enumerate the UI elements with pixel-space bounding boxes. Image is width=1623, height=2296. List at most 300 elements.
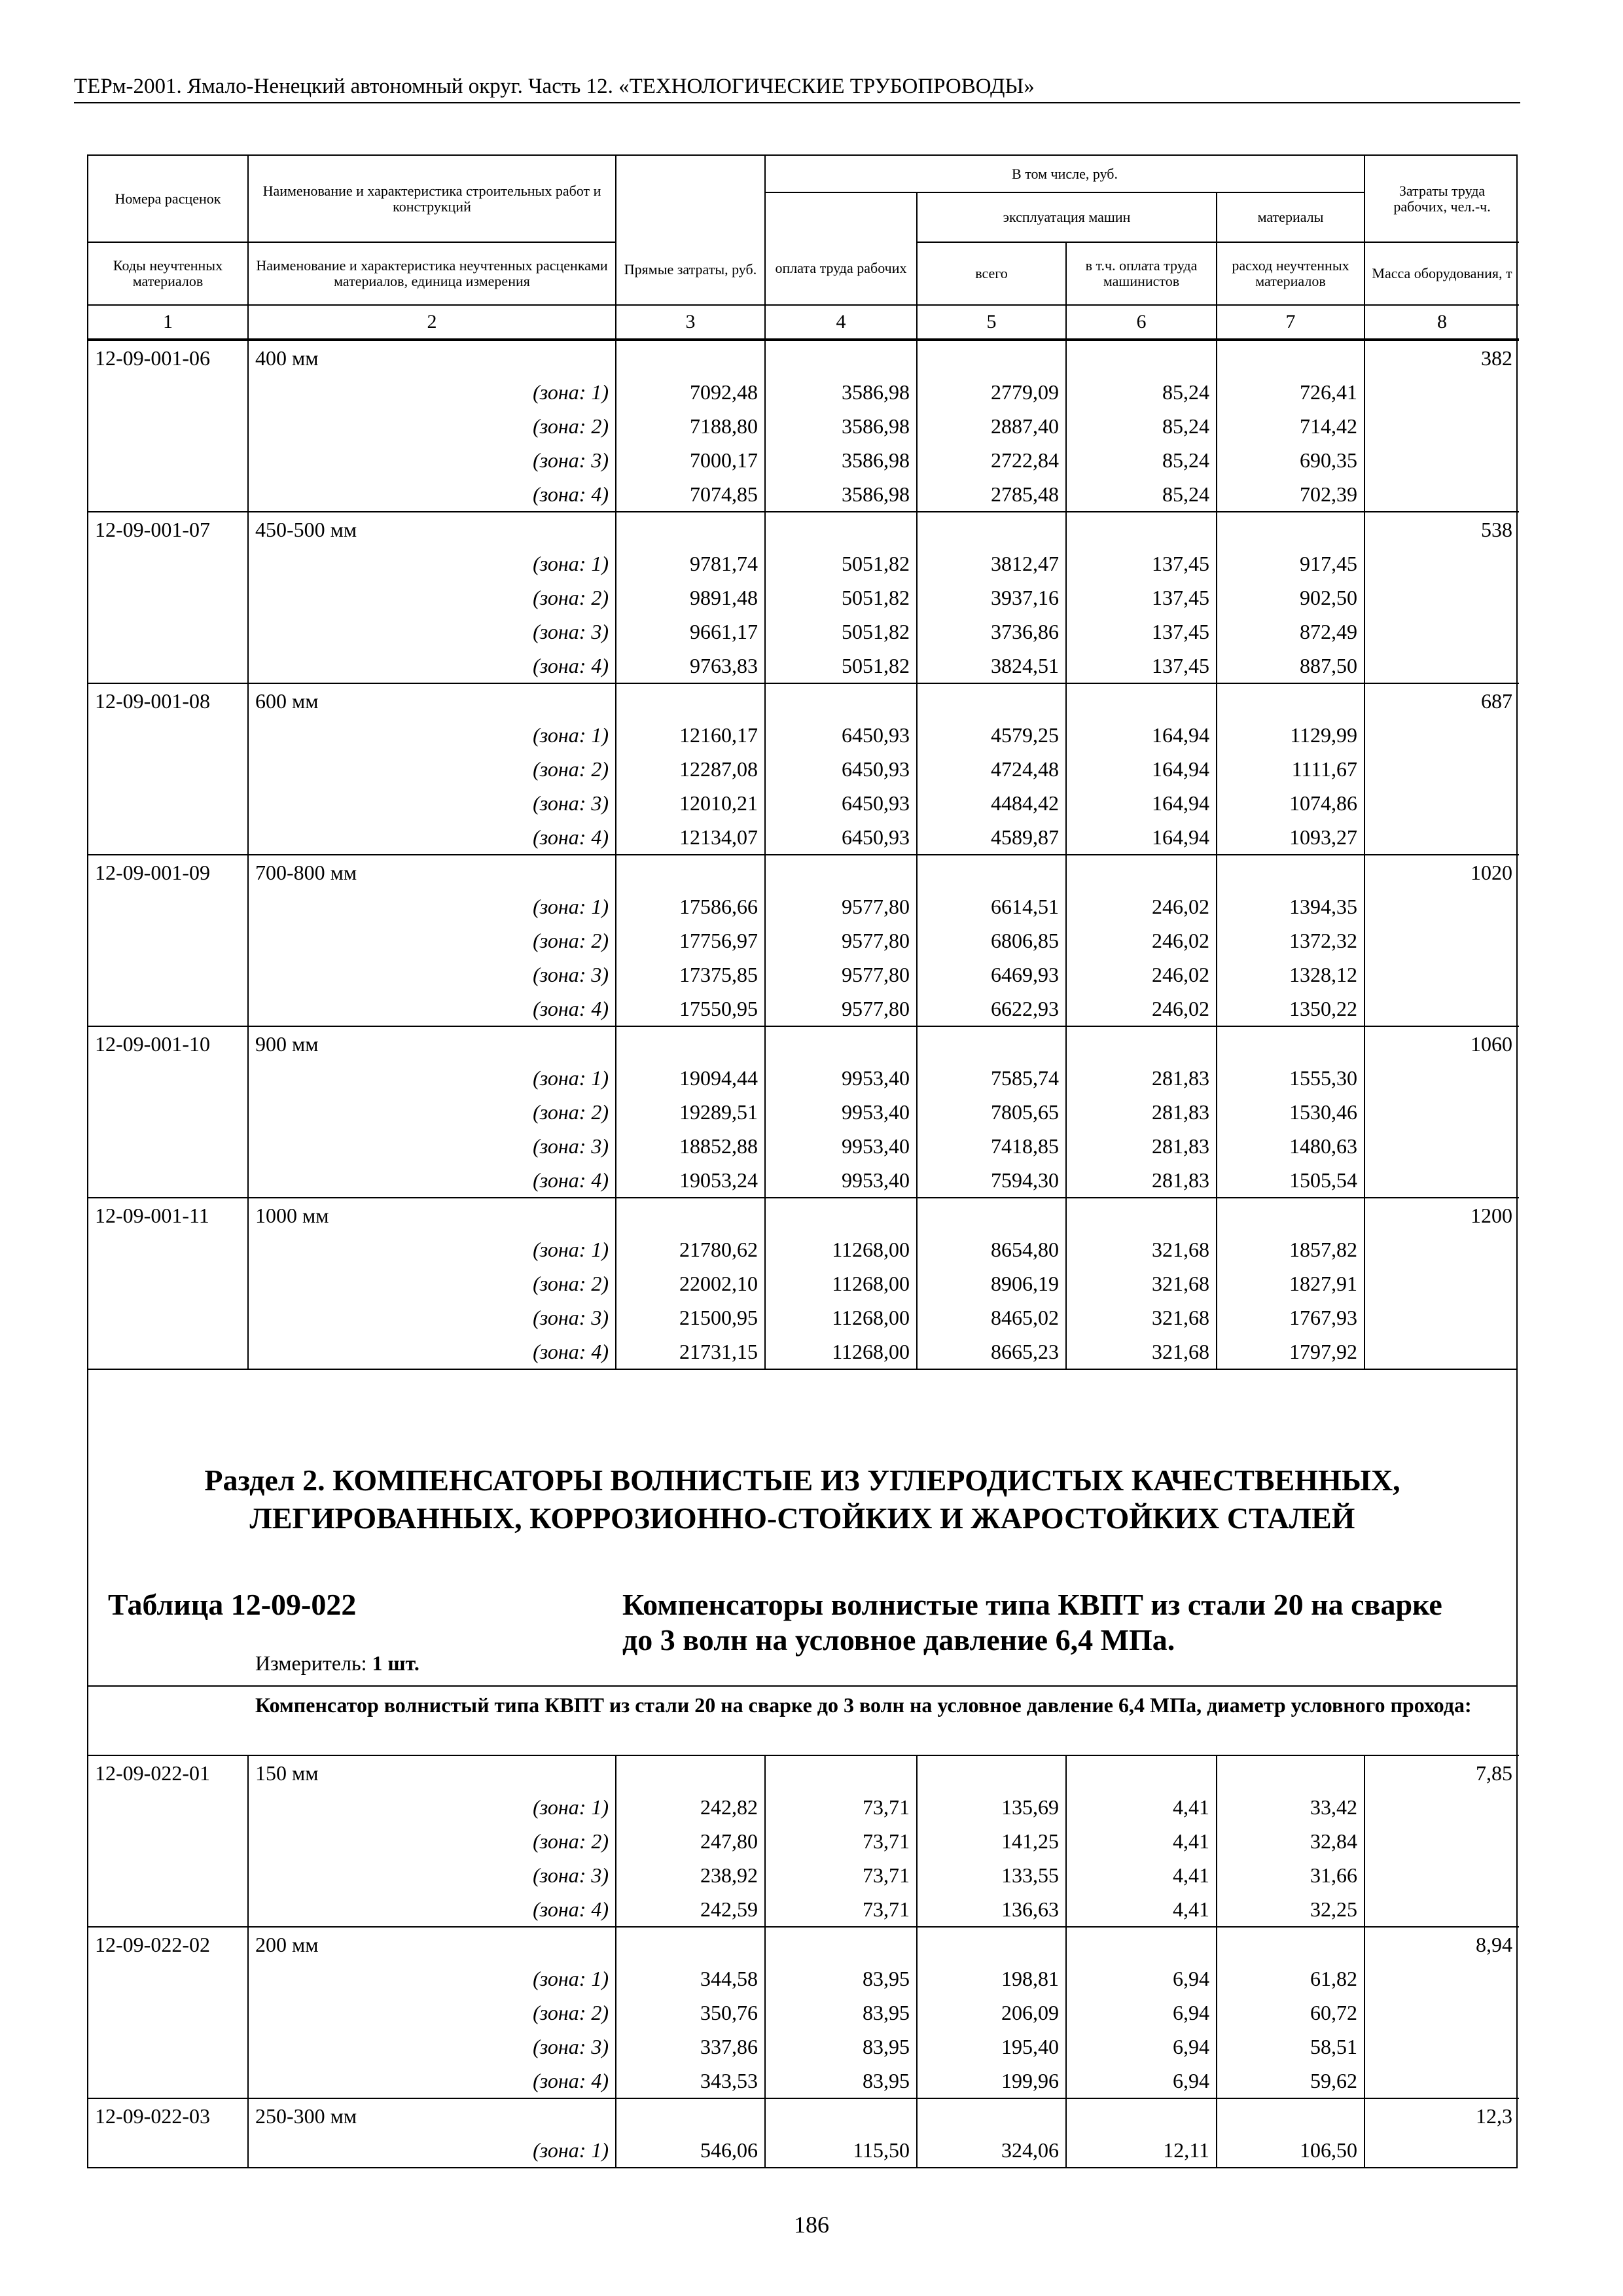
empty-cell — [1364, 752, 1519, 786]
zone-label: (зона: 2) — [248, 1996, 616, 2030]
direct-cost: 18852,88 — [616, 1129, 765, 1163]
empty-cell — [88, 1996, 248, 2030]
empty-cell — [1364, 409, 1519, 443]
labor-cost: 5051,82 — [765, 649, 917, 683]
operators-cost: 281,83 — [1066, 1129, 1217, 1163]
labor-cost: 9577,80 — [765, 924, 917, 958]
empty-cell — [616, 855, 765, 889]
empty-cell — [765, 340, 917, 375]
machines-cost: 6806,85 — [917, 924, 1066, 958]
materials-cost: 58,51 — [1217, 2030, 1364, 2064]
direct-cost: 242,59 — [616, 1892, 765, 1927]
direct-cost: 7092,48 — [616, 375, 765, 409]
zone-row — [88, 718, 1519, 752]
operators-cost: 85,24 — [1066, 443, 1217, 477]
empty-cell — [1364, 1996, 1519, 2030]
empty-cell — [917, 1198, 1066, 1232]
direct-cost: 21780,62 — [616, 1232, 765, 1266]
materials-cost: 1857,82 — [1217, 1232, 1364, 1266]
rate-code: 12-09-022-03 — [88, 2098, 248, 2133]
header-machines-total-label: всего — [975, 265, 1008, 281]
labor-cost: 9577,80 — [765, 958, 917, 992]
zone-row — [88, 992, 1519, 1026]
header-cell-machines-total — [917, 242, 1066, 305]
empty-cell — [1066, 1755, 1217, 1790]
direct-cost: 12160,17 — [616, 718, 765, 752]
empty-cell — [1066, 855, 1217, 889]
empty-cell — [88, 924, 248, 958]
materials-cost: 1394,35 — [1217, 889, 1364, 924]
labor-hours: 7,85 — [1364, 1755, 1519, 1790]
machines-cost: 3736,86 — [917, 615, 1066, 649]
labor-cost: 9953,40 — [765, 1061, 917, 1095]
rate-code: 12-09-022-02 — [88, 1927, 248, 1962]
zone-row — [88, 1858, 1519, 1892]
empty-cell — [1217, 1927, 1364, 1962]
section-title — [88, 1462, 1516, 1537]
zone-label: (зона: 4) — [248, 1892, 616, 1927]
labor-cost: 6450,93 — [765, 752, 917, 786]
operators-cost: 4,41 — [1066, 1892, 1217, 1927]
empty-cell — [1364, 443, 1519, 477]
operators-cost: 4,41 — [1066, 1824, 1217, 1858]
unit-value: 1 шт. — [372, 1651, 419, 1675]
zone-row — [88, 958, 1519, 992]
zone-row — [88, 409, 1519, 443]
empty-cell — [917, 340, 1066, 375]
empty-cell — [1364, 786, 1519, 820]
column-number: 8 — [1364, 305, 1519, 339]
direct-cost: 9891,48 — [616, 581, 765, 615]
empty-cell — [1364, 1858, 1519, 1892]
machines-cost: 8654,80 — [917, 1232, 1066, 1266]
section-title-line: ЛЕГИРОВАННЫХ, КОРРОЗИОННО-СТОЙКИХ И ЖАРОСТОЙКИХ СТАЛЕЙ — [249, 1501, 1355, 1535]
labor-cost: 83,95 — [765, 2064, 917, 2098]
empty-cell — [88, 2133, 248, 2167]
machines-cost: 135,69 — [917, 1790, 1066, 1824]
labor-cost: 9953,40 — [765, 1095, 917, 1129]
rate-code: 12-09-001-06 — [88, 340, 248, 375]
empty-cell — [616, 1026, 765, 1061]
machines-cost: 198,81 — [917, 1962, 1066, 1996]
empty-cell — [88, 718, 248, 752]
empty-cell — [1364, 1129, 1519, 1163]
materials-cost: 702,39 — [1217, 477, 1364, 512]
zone-label: (зона: 1) — [248, 1061, 616, 1095]
zone-row — [88, 1892, 1519, 1927]
zone-label: (зона: 2) — [248, 1824, 616, 1858]
empty-cell — [1364, 718, 1519, 752]
operators-cost: 321,68 — [1066, 1335, 1217, 1369]
labor-cost: 3586,98 — [765, 375, 917, 409]
direct-cost: 546,06 — [616, 2133, 765, 2167]
direct-cost: 350,76 — [616, 1996, 765, 2030]
rate-group-header-row — [88, 340, 1519, 375]
rate-name: 600 мм — [248, 683, 616, 718]
empty-cell — [616, 340, 765, 375]
empty-cell — [917, 512, 1066, 547]
materials-cost: 714,42 — [1217, 409, 1364, 443]
operators-cost: 137,45 — [1066, 547, 1217, 581]
empty-cell — [765, 683, 917, 718]
labor-cost: 9577,80 — [765, 992, 917, 1026]
machines-cost: 136,63 — [917, 1892, 1066, 1927]
rate-name: 200 мм — [248, 1927, 616, 1962]
empty-cell — [917, 1026, 1066, 1061]
operators-cost: 6,94 — [1066, 2030, 1217, 2064]
labor-cost: 5051,82 — [765, 547, 917, 581]
header-cell-labor-costs — [1364, 156, 1519, 242]
materials-cost: 31,66 — [1217, 1858, 1364, 1892]
operators-cost: 246,02 — [1066, 958, 1217, 992]
machines-cost: 324,06 — [917, 2133, 1066, 2167]
zone-label: (зона: 3) — [248, 615, 616, 649]
empty-cell — [88, 1962, 248, 1996]
empty-cell — [1364, 1232, 1519, 1266]
empty-cell — [1066, 340, 1217, 375]
empty-cell — [1364, 1266, 1519, 1300]
direct-cost: 9763,83 — [616, 649, 765, 683]
column-number: 2 — [248, 305, 616, 339]
empty-cell — [1364, 1962, 1519, 1996]
machines-cost: 195,40 — [917, 2030, 1066, 2064]
materials-cost: 726,41 — [1217, 375, 1364, 409]
operators-cost: 164,94 — [1066, 820, 1217, 855]
zone-label: (зона: 1) — [248, 889, 616, 924]
empty-cell — [88, 1163, 248, 1198]
zone-row — [88, 375, 1519, 409]
empty-cell — [1217, 1026, 1364, 1061]
direct-cost: 12010,21 — [616, 786, 765, 820]
labor-hours: 12,3 — [1364, 2098, 1519, 2133]
zone-label: (зона: 4) — [248, 649, 616, 683]
machines-cost: 2887,40 — [917, 409, 1066, 443]
header-unaccounted-label: расход неучтенных материалов — [1232, 257, 1349, 289]
column-number: 7 — [1217, 305, 1364, 339]
labor-cost: 73,71 — [765, 1824, 917, 1858]
operators-cost: 321,68 — [1066, 1300, 1217, 1335]
empty-cell — [1066, 1198, 1217, 1232]
zone-label: (зона: 1) — [248, 547, 616, 581]
empty-cell — [88, 1095, 248, 1129]
rate-name: 1000 мм — [248, 1198, 616, 1232]
empty-cell — [1364, 820, 1519, 855]
zone-row — [88, 547, 1519, 581]
zone-label: (зона: 1) — [248, 718, 616, 752]
rate-group-header-row — [88, 1927, 1519, 1962]
empty-cell — [917, 855, 1066, 889]
header-cell-name — [248, 156, 616, 242]
rates-table-body-2 — [88, 1755, 1519, 2167]
labor-cost: 83,95 — [765, 2030, 917, 2064]
machines-cost: 4724,48 — [917, 752, 1066, 786]
zone-row — [88, 786, 1519, 820]
header-cell-materials — [1217, 192, 1364, 242]
zone-label: (зона: 1) — [248, 2133, 616, 2167]
machines-cost: 4484,42 — [917, 786, 1066, 820]
rate-code: 12-09-001-11 — [88, 1198, 248, 1232]
zone-row — [88, 820, 1519, 855]
zone-row — [88, 1300, 1519, 1335]
direct-cost: 12134,07 — [616, 820, 765, 855]
direct-cost: 22002,10 — [616, 1266, 765, 1300]
empty-cell — [88, 820, 248, 855]
zone-label: (зона: 1) — [248, 1790, 616, 1824]
unit-label: Измеритель: — [255, 1651, 367, 1675]
rate-group-header-row — [88, 855, 1519, 889]
materials-cost: 887,50 — [1217, 649, 1364, 683]
zone-row — [88, 1266, 1519, 1300]
rate-code: 12-09-001-08 — [88, 683, 248, 718]
table-description: Компенсаторы волнистые типа КВПТ из стали 20 на сварке до 3 волн на условное давление 6,4 МПа. — [622, 1588, 1442, 1657]
header-direct-label: Прямые затраты, руб. — [624, 260, 757, 278]
direct-cost: 7000,17 — [616, 443, 765, 477]
labor-hours: 8,94 — [1364, 1927, 1519, 1962]
column-number: 6 — [1066, 305, 1217, 339]
rate-code: 12-09-001-09 — [88, 855, 248, 889]
labor-hours: 538 — [1364, 512, 1519, 547]
zone-row — [88, 1163, 1519, 1198]
machines-cost: 199,96 — [917, 2064, 1066, 2098]
empty-cell — [1364, 2030, 1519, 2064]
section-block — [88, 1369, 1516, 1685]
header-cell-incl — [765, 156, 1364, 192]
machines-cost: 2722,84 — [917, 443, 1066, 477]
materials-cost: 32,25 — [1217, 1892, 1364, 1927]
empty-cell — [1364, 1300, 1519, 1335]
empty-cell — [88, 1335, 248, 1369]
empty-cell — [1364, 2064, 1519, 2098]
rate-name: 400 мм — [248, 340, 616, 375]
header-machines-label: эксплуатация машин — [1003, 209, 1131, 225]
materials-cost: 1505,54 — [1217, 1163, 1364, 1198]
operators-cost: 85,24 — [1066, 375, 1217, 409]
machines-cost: 3824,51 — [917, 649, 1066, 683]
zone-row — [88, 1335, 1519, 1369]
labor-cost: 11268,00 — [765, 1300, 917, 1335]
labor-cost: 3586,98 — [765, 477, 917, 512]
rate-group-header-row — [88, 683, 1519, 718]
materials-cost: 1797,92 — [1217, 1335, 1364, 1369]
empty-cell — [88, 1892, 248, 1927]
labor-cost: 3586,98 — [765, 443, 917, 477]
empty-cell — [765, 855, 917, 889]
operators-cost: 6,94 — [1066, 2064, 1217, 2098]
empty-cell — [1364, 581, 1519, 615]
rate-code: 12-09-022-01 — [88, 1755, 248, 1790]
zone-label: (зона: 2) — [248, 581, 616, 615]
zone-row — [88, 1790, 1519, 1824]
operators-cost: 281,83 — [1066, 1095, 1217, 1129]
direct-cost: 17756,97 — [616, 924, 765, 958]
materials-cost: 106,50 — [1217, 2133, 1364, 2167]
page-header — [74, 73, 1520, 103]
empty-cell — [616, 512, 765, 547]
empty-cell — [1364, 615, 1519, 649]
empty-cell — [88, 1061, 248, 1095]
rate-name: 250-300 мм — [248, 2098, 616, 2133]
empty-cell — [1217, 512, 1364, 547]
materials-cost: 1530,46 — [1217, 1095, 1364, 1129]
empty-cell — [88, 409, 248, 443]
rate-code: 12-09-001-10 — [88, 1026, 248, 1061]
operators-cost: 85,24 — [1066, 409, 1217, 443]
operators-cost: 246,02 — [1066, 889, 1217, 924]
empty-cell — [88, 2030, 248, 2064]
section-title-line: Раздел 2. КОМПЕНСАТОРЫ ВОЛНИСТЫЕ ИЗ УГЛЕРОДИСТЫХ КАЧЕСТВЕННЫХ, — [204, 1463, 1400, 1497]
materials-cost: 61,82 — [1217, 1962, 1364, 1996]
labor-cost: 83,95 — [765, 1962, 917, 1996]
rate-group-header-row — [88, 1026, 1519, 1061]
materials-cost: 59,62 — [1217, 2064, 1364, 2098]
empty-cell — [88, 1232, 248, 1266]
empty-cell — [88, 1300, 248, 1335]
header-cell-machines — [917, 192, 1217, 242]
zone-label: (зона: 3) — [248, 1300, 616, 1335]
empty-cell — [1364, 477, 1519, 512]
empty-cell — [88, 375, 248, 409]
machines-cost: 7585,74 — [917, 1061, 1066, 1095]
empty-cell — [1217, 340, 1364, 375]
operators-cost: 246,02 — [1066, 992, 1217, 1026]
operators-cost: 281,83 — [1066, 1163, 1217, 1198]
labor-cost: 9953,40 — [765, 1129, 917, 1163]
header-cell-material-names — [248, 242, 616, 305]
materials-cost: 1350,22 — [1217, 992, 1364, 1026]
empty-cell — [88, 615, 248, 649]
rate-group-header-row — [88, 1198, 1519, 1232]
zone-label: (зона: 1) — [248, 375, 616, 409]
operators-cost: 321,68 — [1066, 1232, 1217, 1266]
machines-cost: 4589,87 — [917, 820, 1066, 855]
direct-cost: 9781,74 — [616, 547, 765, 581]
zone-row — [88, 1129, 1519, 1163]
empty-cell — [765, 1198, 917, 1232]
zone-row — [88, 615, 1519, 649]
empty-cell — [1217, 2098, 1364, 2133]
operators-cost: 281,83 — [1066, 1061, 1217, 1095]
page-number: 186 — [794, 2212, 829, 2238]
empty-cell — [1364, 1790, 1519, 1824]
header-cell-direct — [616, 156, 765, 305]
empty-cell — [765, 512, 917, 547]
empty-cell — [88, 1824, 248, 1858]
table-number: Таблица 12-09-022 — [108, 1588, 357, 1621]
empty-cell — [1217, 1198, 1364, 1232]
empty-cell — [88, 1858, 248, 1892]
machines-cost: 2785,48 — [917, 477, 1066, 512]
direct-cost: 344,58 — [616, 1962, 765, 1996]
subheading-text: Компенсатор волнистый типа КВПТ из стали 20 на сварке до 3 волн на условное давление 6,4 МПа, диаметр условного прохода: — [255, 1693, 1472, 1717]
header-cell-mass — [1364, 242, 1519, 305]
labor-cost: 73,71 — [765, 1790, 917, 1824]
column-number: 4 — [765, 305, 917, 339]
rates-table — [87, 154, 1518, 2168]
machines-cost: 7805,65 — [917, 1095, 1066, 1129]
direct-cost: 17586,66 — [616, 889, 765, 924]
machines-cost: 4579,25 — [917, 718, 1066, 752]
zone-row — [88, 477, 1519, 512]
materials-cost: 1129,99 — [1217, 718, 1364, 752]
zone-row — [88, 1095, 1519, 1129]
zone-label: (зона: 3) — [248, 958, 616, 992]
empty-cell — [88, 889, 248, 924]
materials-cost: 1767,93 — [1217, 1300, 1364, 1335]
rate-name: 150 мм — [248, 1755, 616, 1790]
labor-cost: 115,50 — [765, 2133, 917, 2167]
direct-cost: 21731,15 — [616, 1335, 765, 1369]
zone-label: (зона: 4) — [248, 1163, 616, 1198]
zone-row — [88, 581, 1519, 615]
empty-cell — [88, 1266, 248, 1300]
rate-group-header-row — [88, 1755, 1519, 1790]
column-numbers-row — [88, 305, 1519, 339]
zone-row — [88, 443, 1519, 477]
direct-cost: 343,53 — [616, 2064, 765, 2098]
empty-cell — [1364, 924, 1519, 958]
direct-cost: 9661,17 — [616, 615, 765, 649]
zone-row — [88, 2133, 1519, 2167]
document-title: ТЕРм-2001. Ямало-Ненецкий автономный округ. Часть 12. «ТЕХНОЛОГИЧЕСКИЕ ТРУБОПРОВОДЫ» — [74, 75, 1035, 98]
machines-cost: 8665,23 — [917, 1335, 1066, 1369]
machines-cost: 7418,85 — [917, 1129, 1066, 1163]
direct-cost: 21500,95 — [616, 1300, 765, 1335]
operators-cost: 6,94 — [1066, 1962, 1217, 1996]
empty-cell — [616, 1927, 765, 1962]
empty-cell — [917, 683, 1066, 718]
labor-hours: 1200 — [1364, 1198, 1519, 1232]
operators-cost: 12,11 — [1066, 2133, 1217, 2167]
direct-cost: 19094,44 — [616, 1061, 765, 1095]
column-number: 3 — [616, 305, 765, 339]
zone-row — [88, 1962, 1519, 1996]
direct-cost: 242,82 — [616, 1790, 765, 1824]
operators-cost: 4,41 — [1066, 1858, 1217, 1892]
header-material-names-label: Наименование и характеристика неучтенных расценками материалов, единица измерения — [256, 257, 608, 289]
header-cell-operators — [1066, 242, 1217, 305]
direct-cost: 247,80 — [616, 1824, 765, 1858]
machines-cost: 6614,51 — [917, 889, 1066, 924]
machines-cost: 133,55 — [917, 1858, 1066, 1892]
rates-table-body-1 — [88, 340, 1519, 1369]
labor-cost: 11268,00 — [765, 1266, 917, 1300]
materials-cost: 1093,27 — [1217, 820, 1364, 855]
header-material-codes-label: Коды неучтенных материалов — [113, 257, 223, 289]
empty-cell — [88, 958, 248, 992]
materials-cost: 1074,86 — [1217, 786, 1364, 820]
empty-cell — [1364, 375, 1519, 409]
empty-cell — [1217, 855, 1364, 889]
header-mass-label: Масса оборудования, т — [1372, 265, 1512, 281]
empty-cell — [1066, 683, 1217, 718]
operators-cost: 137,45 — [1066, 615, 1217, 649]
zone-row — [88, 1061, 1519, 1095]
zone-label: (зона: 1) — [248, 1232, 616, 1266]
materials-cost: 60,72 — [1217, 1996, 1364, 2030]
zone-label: (зона: 1) — [248, 1962, 616, 1996]
zone-label: (зона: 3) — [248, 1858, 616, 1892]
operators-cost: 164,94 — [1066, 752, 1217, 786]
zone-label: (зона: 3) — [248, 443, 616, 477]
zone-row — [88, 2030, 1519, 2064]
empty-cell — [1364, 1335, 1519, 1369]
zone-label: (зона: 4) — [248, 820, 616, 855]
labor-cost: 6450,93 — [765, 718, 917, 752]
header-operators-label: в т.ч. оплата труда машинистов — [1085, 257, 1198, 289]
zone-row — [88, 752, 1519, 786]
direct-cost: 12287,08 — [616, 752, 765, 786]
empty-cell — [765, 2098, 917, 2133]
